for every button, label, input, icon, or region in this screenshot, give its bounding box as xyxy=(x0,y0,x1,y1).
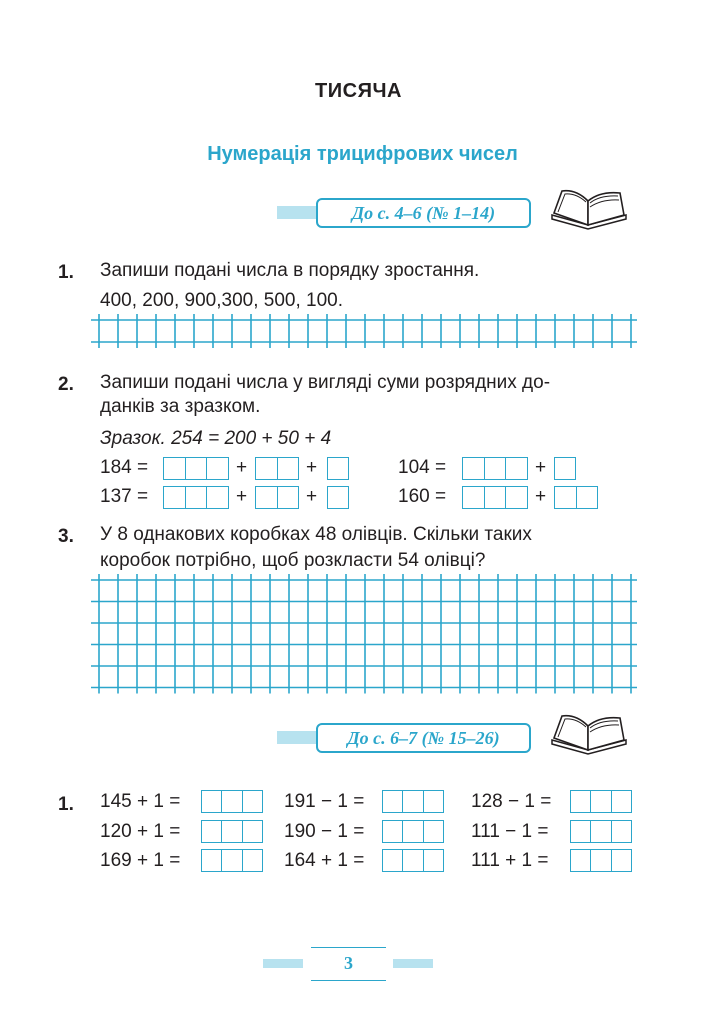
task-number: 3. xyxy=(58,526,74,547)
grid-lines xyxy=(91,574,637,694)
plus-sign: + xyxy=(535,457,547,478)
task-text: коробок потрібно, щоб розкласти 54 олівці? xyxy=(100,550,486,571)
expression-label: 137 = xyxy=(100,486,149,507)
answer-box[interactable] xyxy=(201,849,263,872)
answer-grid-1[interactable] xyxy=(91,320,637,350)
expression-label: 160 = xyxy=(398,486,447,507)
section-title: Нумерація трицифрових чисел xyxy=(207,143,518,165)
expression-label: 128 − 1 = xyxy=(471,791,552,812)
footer-bar-left xyxy=(263,959,303,968)
ref-bar-left xyxy=(277,206,317,219)
task-text: Запиши подані числа у вигляді суми розрядних до- xyxy=(100,372,551,393)
page-reference-1: До с. 4–6 (№ 1–14) xyxy=(316,198,531,228)
expression-label: 191 − 1 = xyxy=(284,791,365,812)
answer-box[interactable] xyxy=(163,457,229,480)
plus-sign: + xyxy=(535,486,547,507)
answer-box[interactable] xyxy=(462,486,528,509)
task-number: 1. xyxy=(58,262,74,283)
footer-bar-right xyxy=(393,959,433,968)
answer-box[interactable] xyxy=(201,790,263,813)
answer-box[interactable] xyxy=(201,820,263,843)
task-number: 2. xyxy=(58,374,74,395)
answer-box[interactable] xyxy=(554,486,598,509)
answer-box[interactable] xyxy=(462,457,528,480)
plus-sign: + xyxy=(306,457,318,478)
chapter-title: ТИСЯЧА xyxy=(315,80,402,102)
answer-box[interactable] xyxy=(554,457,576,480)
expression-label: 190 − 1 = xyxy=(284,821,365,842)
open-book-icon xyxy=(548,710,630,756)
expression-label: 120 + 1 = xyxy=(100,821,181,842)
page-number-box xyxy=(311,947,386,981)
page-number: 3 xyxy=(344,953,353,973)
task-text: У 8 однакових коробках 48 олівців. Скільки таких xyxy=(100,524,532,545)
open-book-icon xyxy=(548,185,630,231)
page-reference-2: До с. 6–7 (№ 15–26) xyxy=(316,723,531,753)
task-text: 400, 200, 900,300, 500, 100. xyxy=(100,290,343,311)
expression-label: 184 = xyxy=(100,457,149,478)
sample-text: Зразок. 254 = 200 + 50 + 4 xyxy=(100,428,332,449)
expression-label: 164 + 1 = xyxy=(284,850,365,871)
expression-label: 145 + 1 = xyxy=(100,791,181,812)
answer-box[interactable] xyxy=(163,486,229,509)
ref-bar-left xyxy=(277,731,317,744)
grid-lines xyxy=(91,314,637,348)
answer-box[interactable] xyxy=(255,457,299,480)
answer-box[interactable] xyxy=(570,849,632,872)
answer-box[interactable] xyxy=(382,849,444,872)
task-text: Запиши подані числа в порядку зростання. xyxy=(100,260,480,281)
answer-box[interactable] xyxy=(382,790,444,813)
task-text: данків за зразком. xyxy=(100,396,261,417)
plus-sign: + xyxy=(306,486,318,507)
expression-label: 169 + 1 = xyxy=(100,850,181,871)
answer-box[interactable] xyxy=(570,820,632,843)
task-number: 1. xyxy=(58,794,74,815)
answer-box[interactable] xyxy=(382,820,444,843)
answer-box[interactable] xyxy=(255,486,299,509)
answer-box[interactable] xyxy=(570,790,632,813)
answer-box[interactable] xyxy=(327,457,349,480)
expression-label: 111 − 1 = xyxy=(471,821,549,842)
expression-label: 111 + 1 = xyxy=(471,850,549,871)
answer-box[interactable] xyxy=(327,486,349,509)
expression-label: 104 = xyxy=(398,457,447,478)
plus-sign: + xyxy=(236,457,248,478)
answer-grid-3[interactable] xyxy=(91,580,637,710)
plus-sign: + xyxy=(236,486,248,507)
